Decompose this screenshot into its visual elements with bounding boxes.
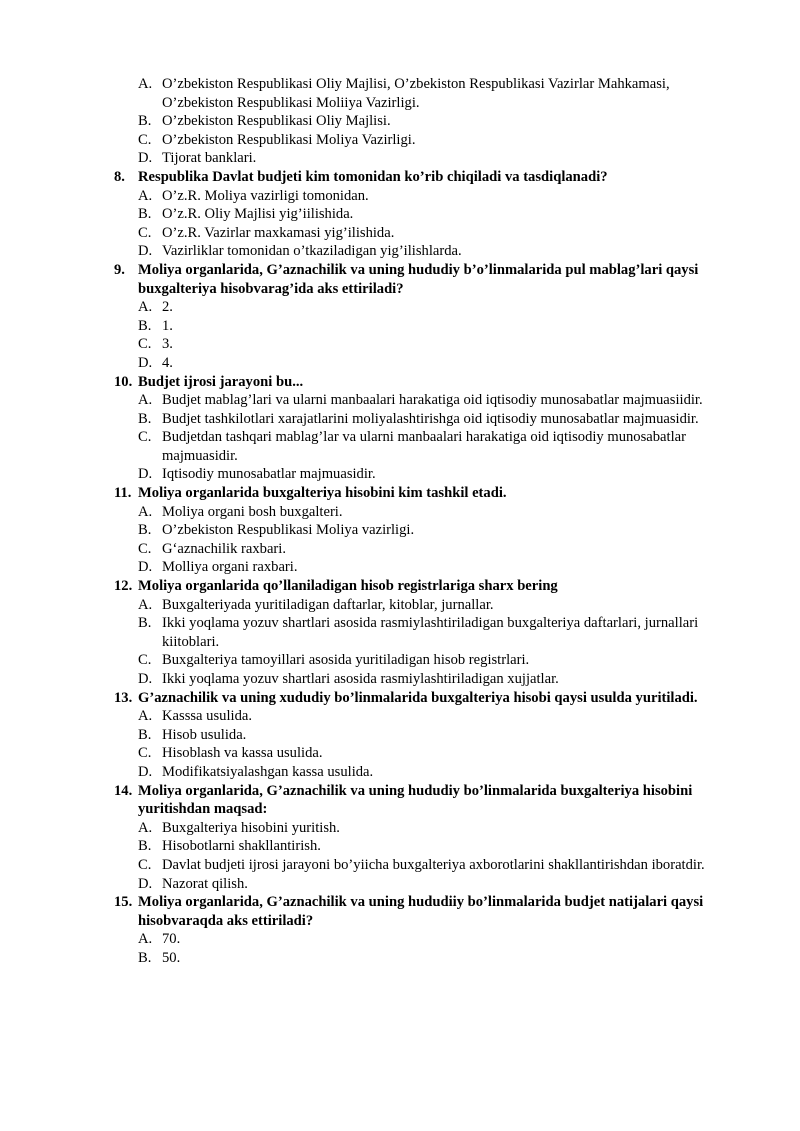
question-item: [0, 373, 760, 485]
option-text: Budjet mablag’lari va ularni manbaalari harakatiga oid iqtisodiy munosabatlar majmuasiidir.: [162, 392, 703, 409]
option-text: Budjetdan tashqari mablag’lar va ularni manbaalari harakatiga oid iqtisodiy munosabatlar majmuasidir.: [162, 429, 686, 464]
option-letter: C.: [138, 336, 152, 353]
option-text: Ikki yoqlama yozuv shartlari asosida rasmiylashtiriladigan xujjatlar.: [162, 671, 559, 687]
question-number-cell: [0, 782, 138, 819]
option: [0, 744, 760, 763]
question-text: Moliya organlarida, G’aznachilik va uning hududiiy bo’linmalarida budjet natijalari qaysi hisobvaraqda aks ettiriladi?: [138, 894, 704, 929]
question-item: [0, 689, 760, 782]
option-text: 50.: [162, 949, 181, 966]
option-letter: C.: [138, 856, 152, 873]
option-text: O’zbekiston Respublikasi Oliy Majlisi.: [162, 113, 391, 130]
option-text: Buxgalteriya tamoyillari asosida yuritiladigan hisob registrlari.: [162, 652, 530, 669]
option-letter: B.: [138, 726, 152, 743]
option-text: Buxgalteriyada yuritiladigan daftarlar, kitoblar, jurnallar.: [162, 596, 494, 613]
option-letter: B.: [138, 615, 152, 632]
question-item: [0, 782, 760, 894]
option: [0, 614, 760, 651]
question-number-cell: [0, 893, 138, 930]
option-letter: C.: [138, 429, 152, 446]
question-item: [0, 484, 760, 577]
option: [0, 131, 760, 150]
option: [0, 354, 760, 373]
option: [0, 596, 760, 615]
option: [0, 149, 760, 168]
option-letter: C.: [138, 652, 152, 669]
option-letter: B.: [138, 206, 152, 223]
option-letter: C.: [138, 224, 152, 241]
question-text: Budjet ijrosi jarayoni bu...: [138, 373, 304, 390]
option-text: Vazirliklar tomonidan o’tkaziladigan yig’ilishlarda.: [162, 243, 462, 260]
option-text: O’z.R. Oliy Majlisi yig’iilishida.: [162, 206, 354, 223]
option-letter: B.: [138, 113, 152, 130]
option-text: G‘aznachilik raxbari.: [162, 540, 286, 557]
option-text: Tijorat banklari.: [162, 150, 257, 167]
leading-options: [0, 75, 760, 168]
option: [0, 670, 760, 689]
option-letter: C.: [138, 540, 152, 557]
option: [0, 837, 760, 856]
question-heading: [0, 373, 760, 392]
question-item: [0, 168, 760, 261]
option-text: Iqtisodiy munosabatlar majmuasidir.: [162, 466, 376, 483]
option: [0, 242, 760, 261]
option-text: Budjet tashkilotlari xarajatlarini moliyalashtirishga oid iqtisodiy munosabatlar majmuasidir.: [162, 410, 699, 427]
option-letter: B.: [138, 949, 152, 966]
question-text: Moliya organlarida buxgalteriya hisobini kim tashkil etadi.: [138, 485, 507, 502]
question-number: 8.: [114, 168, 125, 185]
option: [0, 317, 760, 336]
option: [0, 75, 760, 112]
question-heading: [0, 893, 760, 930]
option: [0, 707, 760, 726]
option-letter: D.: [138, 466, 153, 483]
option-letter: D.: [138, 150, 153, 167]
option-letter: D.: [138, 243, 153, 260]
option-text: Modifikatsiyalashgan kassa usulida.: [162, 763, 374, 780]
question-heading: [0, 168, 760, 187]
option: [0, 651, 760, 670]
option-letter: B.: [138, 522, 152, 539]
option-letter: D.: [138, 875, 153, 892]
option-text: O’zbekiston Respublikasi Moliya vazirligi.: [162, 522, 415, 539]
option-text: 2.: [162, 299, 173, 316]
option-text: O’zbekiston Respublikasi Oliy Majlisi, O’zbekiston Respublikasi Vazirlar Mahkamasi, O’zbekiston Respublikasi Moliiya Vazirligi.: [162, 76, 670, 111]
option: [0, 726, 760, 745]
question-item: [0, 893, 760, 967]
option-letter: D.: [138, 763, 153, 780]
option: [0, 875, 760, 894]
option: [0, 949, 760, 968]
question-number-cell: [0, 484, 138, 503]
option: [0, 224, 760, 243]
option: [0, 503, 760, 522]
option: [0, 521, 760, 540]
question-text: Moliya organlarida qo’llaniladigan hisob registrlariga sharx bering: [138, 578, 558, 595]
option-text: 70.: [162, 931, 181, 948]
option-text: Kasssa usulida.: [162, 708, 252, 725]
option-letter: C.: [138, 131, 152, 148]
option-letter: A.: [138, 819, 153, 836]
question-number: 15.: [114, 894, 133, 911]
option: [0, 428, 760, 465]
question-number: 9.: [114, 261, 125, 278]
option-text: 4.: [162, 354, 173, 371]
question-heading: [0, 577, 760, 596]
option: [0, 558, 760, 577]
question-number: 11.: [114, 485, 132, 502]
question-item: [0, 577, 760, 689]
option: [0, 465, 760, 484]
question-heading: [0, 484, 760, 503]
question-number: 13.: [114, 689, 133, 706]
option-letter: B.: [138, 410, 152, 427]
question-heading: [0, 261, 760, 298]
option-letter: A.: [138, 392, 153, 409]
question-list: [0, 168, 760, 968]
question-heading: [0, 782, 760, 819]
option-text: O’zbekiston Respublikasi Moliya Vazirligi.: [162, 131, 416, 148]
option: [0, 205, 760, 224]
option-text: 3.: [162, 336, 173, 353]
option-text: Davlat budjeti ijrosi jarayoni bo’yiicha buxgalteriya axborotlarini shakllantirishdan iboratdir.: [162, 856, 705, 873]
option-text: Moliya organi bosh buxgalteri.: [162, 503, 343, 520]
option-letter: A.: [138, 187, 153, 204]
option: [0, 856, 760, 875]
option-text: Nazorat qilish.: [162, 875, 248, 892]
option: [0, 112, 760, 131]
option: [0, 410, 760, 429]
option-text: Molliya organi raxbari.: [162, 559, 298, 576]
option-letter: A.: [138, 596, 153, 613]
option: [0, 763, 760, 782]
question-number: 10.: [114, 373, 133, 390]
option-letter: B.: [138, 317, 152, 334]
option-letter: A.: [138, 299, 153, 316]
option: [0, 540, 760, 559]
option-text: O’z.R. Moliya vazirligi tomonidan.: [162, 187, 369, 204]
option: [0, 335, 760, 354]
option-letter: D.: [138, 354, 153, 371]
option: [0, 187, 760, 206]
question-text: Moliya organlarida, G’aznachilik va uning hududiy bo’linmalarida buxgalteriya hisobini yuritishdan maqsad:: [138, 782, 693, 818]
question-text: G’aznachilik va uning xududiy bo’linmalarida buxgalteriya hisobi qaysi usulda yuritiladi.: [138, 689, 698, 706]
option-text: 1.: [162, 317, 173, 334]
question-number-cell: [0, 261, 138, 298]
question-text: Respublika Davlat budjeti kim tomonidan ko’rib chiqiladi va tasdiqlanadi?: [138, 168, 608, 185]
option-letter: A.: [138, 708, 153, 725]
question-heading: [0, 689, 760, 708]
question-number-cell: [0, 373, 138, 392]
option-letter: A.: [138, 931, 153, 948]
question-text: Moliya organlarida, G’aznachilik va uning hududiy b’o’linmalarida pul mablag’lari qaysi buxgalteriya hisobvarag’ida aks ettiriladi?: [138, 261, 699, 297]
question-number: 14.: [114, 782, 133, 799]
option-text: Hisob usulida.: [162, 726, 247, 743]
question-number-cell: [0, 577, 138, 596]
option: [0, 819, 760, 838]
question-item: [0, 261, 760, 373]
option-text: Ikki yoqlama yozuv shartlari asosida rasmiylashtiriladigan buxgalteriya daftarlari, jurnallari kiitoblari.: [162, 615, 699, 650]
option-letter: B.: [138, 838, 152, 855]
option-text: O’z.R. Vazirlar maxkamasi yig’ilishida.: [162, 224, 395, 241]
option-letter: C.: [138, 745, 152, 762]
option: [0, 391, 760, 410]
option: [0, 930, 760, 949]
option: [0, 298, 760, 317]
option-letter: D.: [138, 671, 153, 687]
question-number: 12.: [114, 578, 133, 595]
question-number-cell: [0, 689, 138, 708]
option-letter: A.: [138, 503, 153, 520]
option-letter: A.: [138, 76, 153, 92]
option-text: Buxgalteriya hisobini yuritish.: [162, 819, 340, 836]
option-text: Hisobotlarni shakllantirish.: [162, 838, 321, 855]
option-text: Hisoblash va kassa usulida.: [162, 745, 323, 762]
question-number-cell: [0, 168, 138, 187]
option-letter: D.: [138, 559, 153, 576]
